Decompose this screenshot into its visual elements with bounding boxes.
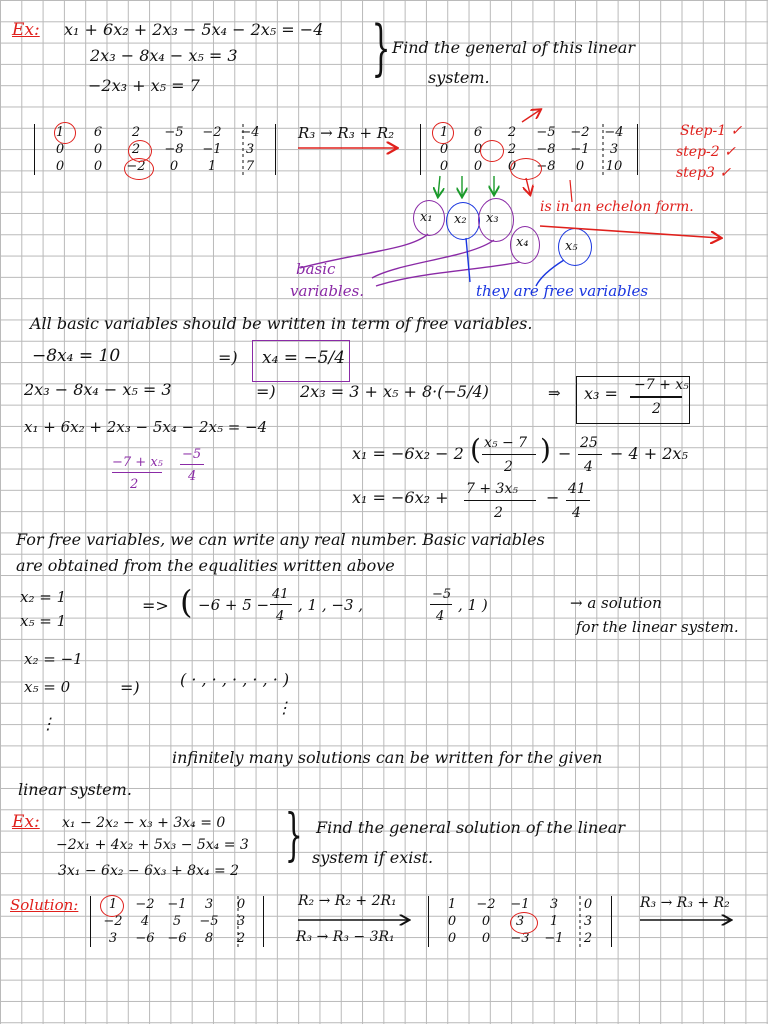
matrix-entry: −2 [202, 125, 222, 140]
matrix-entry: −1 [167, 897, 187, 912]
free-note-line1: For free variables, we can write any real number. Basic variables [16, 530, 545, 549]
matrix-entry: −2 [103, 914, 123, 929]
ex-a-t1: −6 + 5 − [198, 596, 270, 614]
ex-a-note1: → a solution [570, 594, 662, 612]
matrix-entry: 10 [605, 159, 623, 174]
basic-label-1: basic [296, 260, 336, 278]
matrix-entry: −2 [126, 159, 146, 174]
x1-a-frac2-den: 4 [584, 459, 593, 475]
arrow: =) [256, 382, 276, 401]
solution-label: Solution: [10, 896, 79, 914]
matrix-entry: 8 [204, 931, 214, 946]
matrix-entry: 2 [583, 931, 593, 946]
ex2-eq3: 3x₁ − 6x₂ − 6x₃ + 8x₄ = 2 [58, 863, 240, 879]
matrix-entry: 1 [55, 125, 65, 140]
arrow: =) [120, 678, 140, 697]
ex-a-t4-den: 4 [436, 609, 445, 624]
ex-a-rest2: , 1 ) [458, 596, 488, 614]
matrix-entry: 1 [108, 897, 118, 912]
var-x4: x₄ [516, 235, 529, 250]
x3-lhs: x₃ = [584, 384, 618, 403]
var-x3: x₃ [486, 211, 499, 226]
x1-a-frac2-num: 25 [580, 435, 598, 451]
ex1-eq2: 2x₃ − 8x₄ − x₅ = 3 [90, 46, 238, 65]
infinite-line1: infinitely many solutions can be written for the given [172, 748, 603, 767]
matrix-entry: 6 [93, 125, 103, 140]
matrix-entry: 0 [473, 159, 483, 174]
matrix-entry: 2 [507, 125, 517, 140]
matrix-entry: −5 [164, 125, 184, 140]
matrix-entry: 0 [507, 159, 517, 174]
ex-b-x5: x₅ = 0 [24, 678, 71, 696]
matrix-entry: −6 [167, 931, 187, 946]
ex-a-t1-num: 41 [272, 587, 289, 602]
matrix-entry: 3 [609, 142, 619, 157]
matrix-entry: 2 [507, 142, 517, 157]
matrix-entry: −6 [135, 931, 155, 946]
matrix-entry: 0 [575, 159, 585, 174]
matrix-entry: 0 [55, 142, 65, 157]
ex-a-rest1: , 1 , −3 , [298, 596, 364, 614]
x3-den: 2 [652, 401, 661, 417]
matrix-entry: 0 [481, 914, 491, 929]
basic-label-2: variables. [290, 282, 365, 300]
x1-b-den: 2 [494, 505, 503, 521]
ex1-step1: Step-1 ✓ [680, 123, 743, 139]
matrix-entry: 0 [583, 897, 593, 912]
ex1-step3: step3 ✓ [676, 165, 732, 181]
matrix-entry: −2 [476, 897, 496, 912]
arrow: =) [218, 348, 238, 367]
ex1-step2: step-2 ✓ [676, 144, 736, 160]
ex1-task-line2: system. [428, 68, 490, 87]
var-x2: x₂ [454, 212, 467, 227]
matrix-entry: 2 [236, 931, 246, 946]
ex1-task-line1: Find the general of this linear [392, 38, 635, 57]
x1-expr-a-pre: x₁ = −6x₂ − 2 [352, 444, 464, 463]
ex-a-t1-den: 4 [276, 609, 285, 624]
var-x5: x₅ [565, 239, 578, 254]
matrix-entry: 0 [447, 931, 457, 946]
matrix-entry: −8 [536, 159, 556, 174]
sub-x3-den: 2 [130, 477, 139, 492]
arrow: => [142, 596, 169, 615]
ex2-brace: } [284, 803, 303, 868]
matrix-entry: −4 [604, 125, 624, 140]
matrix-entry: 7 [245, 159, 255, 174]
eq-x4-left: −8x₄ = 10 [32, 346, 121, 366]
ex2-op3: R₃ → R₃ + R₂ [640, 895, 730, 911]
matrix-entry: −1 [570, 142, 590, 157]
vertical-dots: ⋮ [276, 698, 292, 717]
ex1-row-op: R₃ → R₃ + R₂ [298, 124, 395, 142]
matrix-entry: 0 [447, 914, 457, 929]
matrix-entry: −2 [135, 897, 155, 912]
matrix-entry: 0 [481, 931, 491, 946]
sub-x3-num: −7 + x₅ [112, 455, 163, 470]
matrix-entry: 1 [447, 897, 457, 912]
matrix-entry: −8 [164, 142, 184, 157]
ex1-echelon-note: is in an echelon form. [540, 199, 694, 215]
matrix-entry: 1 [549, 914, 559, 929]
eq2-mid: 2x₃ = 3 + x₅ + 8·(−5/4) [300, 382, 489, 401]
ex2-label: Ex: [12, 812, 40, 832]
sub-x4-den: 4 [188, 469, 197, 484]
statement: All basic variables should be written in term of free variables. [30, 314, 533, 333]
matrix-entry: 3 [108, 931, 118, 946]
matrix-entry: 3 [245, 142, 255, 157]
matrix-entry: 3 [515, 914, 525, 929]
ex-a-t4-num: −5 [432, 587, 452, 602]
matrix-entry: 3 [583, 914, 593, 929]
ex2-task-line1: Find the general solution of the linear [316, 818, 625, 837]
x1-b-den2: 4 [572, 505, 581, 521]
matrix-entry: 0 [473, 142, 483, 157]
ex2-op1: R₂ → R₂ + 2R₁ [298, 893, 397, 909]
matrix-entry: 3 [236, 914, 246, 929]
free-note-line2: are obtained from the equalities written above [16, 556, 395, 575]
tuple-paren: ( [180, 583, 193, 621]
matrix-entry: 5 [172, 914, 182, 929]
matrix-entry: 2 [131, 142, 141, 157]
matrix-entry: −2 [570, 125, 590, 140]
ex1-label: Ex: [12, 20, 40, 40]
free-label: they are free variables [476, 282, 649, 300]
matrix-entry: 0 [93, 142, 103, 157]
ex-b-tuple: ( · , · , · , · , · ) [180, 670, 290, 689]
matrix-entry: 0 [55, 159, 65, 174]
matrix-entry: −8 [536, 142, 556, 157]
x1-b-num: 7 + 3x₅ [466, 481, 518, 497]
matrix-entry: −1 [510, 897, 530, 912]
matrix-entry: −5 [536, 125, 556, 140]
ex-a-x5: x₅ = 1 [20, 612, 67, 630]
matrix-entry: 0 [439, 142, 449, 157]
x3-num: −7 + x₅ [634, 377, 689, 393]
matrix-entry: 0 [93, 159, 103, 174]
matrix-entry: 3 [204, 897, 214, 912]
infinite-line2: linear system. [18, 780, 132, 799]
arrow: ⇒ [548, 384, 561, 402]
x1-b-num2: 41 [568, 481, 586, 497]
eq2-left: 2x₃ − 8x₄ − x₅ = 3 [24, 380, 172, 399]
ex1-brace: } [371, 13, 391, 83]
matrix-entry: 6 [473, 125, 483, 140]
ex2-eq1: x₁ − 2x₂ − x₃ + 3x₄ = 0 [62, 815, 226, 831]
matrix-entry: −5 [199, 914, 219, 929]
matrix-entry: 4 [140, 914, 150, 929]
matrix-entry: 1 [439, 125, 449, 140]
matrix-entry: 0 [169, 159, 179, 174]
matrix-entry: −4 [240, 125, 260, 140]
matrix-entry: −3 [510, 931, 530, 946]
ex2-eq2: −2x₁ + 4x₂ + 5x₃ − 5x₄ = 3 [56, 837, 249, 853]
x1-a-frac-den: 2 [504, 459, 513, 475]
x1-b-mid: − [546, 488, 560, 507]
eq1-left: x₁ + 6x₂ + 2x₃ − 5x₄ − 2x₅ = −4 [24, 418, 268, 436]
ex2-op2: R₃ → R₃ − 3R₁ [296, 929, 395, 945]
matrix-entry: −1 [544, 931, 564, 946]
x1-expr-b-pre: x₁ = −6x₂ + [352, 488, 449, 507]
var-x1: x₁ [420, 210, 433, 225]
x1-a-frac-num: x₅ − 7 [484, 435, 528, 451]
ex1-eq1: x₁ + 6x₂ + 2x₃ − 5x₄ − 2x₅ = −4 [64, 20, 324, 39]
ex2-task-line2: system if exist. [312, 848, 434, 867]
matrix-entry: 1 [207, 159, 217, 174]
ex-a-x2: x₂ = 1 [20, 588, 67, 606]
matrix-entry: −1 [202, 142, 222, 157]
paren: ( [470, 433, 481, 466]
matrix-entry: 3 [549, 897, 559, 912]
matrix-entry: 0 [236, 897, 246, 912]
ex-a-note2: for the linear system. [576, 618, 739, 636]
sub-x4-num: −5 [182, 447, 202, 462]
matrix-entry: 2 [131, 125, 141, 140]
x1-a-tail: − 4 + 2x₅ [610, 444, 688, 463]
ex1-eq3: −2x₃ + x₅ = 7 [88, 76, 200, 95]
x1-a-post: − [558, 444, 572, 463]
matrix-entry: 0 [439, 159, 449, 174]
paren: ) [540, 433, 551, 466]
vertical-dots: ⋮ [40, 714, 56, 733]
ex-b-x2: x₂ = −1 [24, 650, 83, 668]
x4-value: x₄ = −5/4 [262, 348, 346, 368]
